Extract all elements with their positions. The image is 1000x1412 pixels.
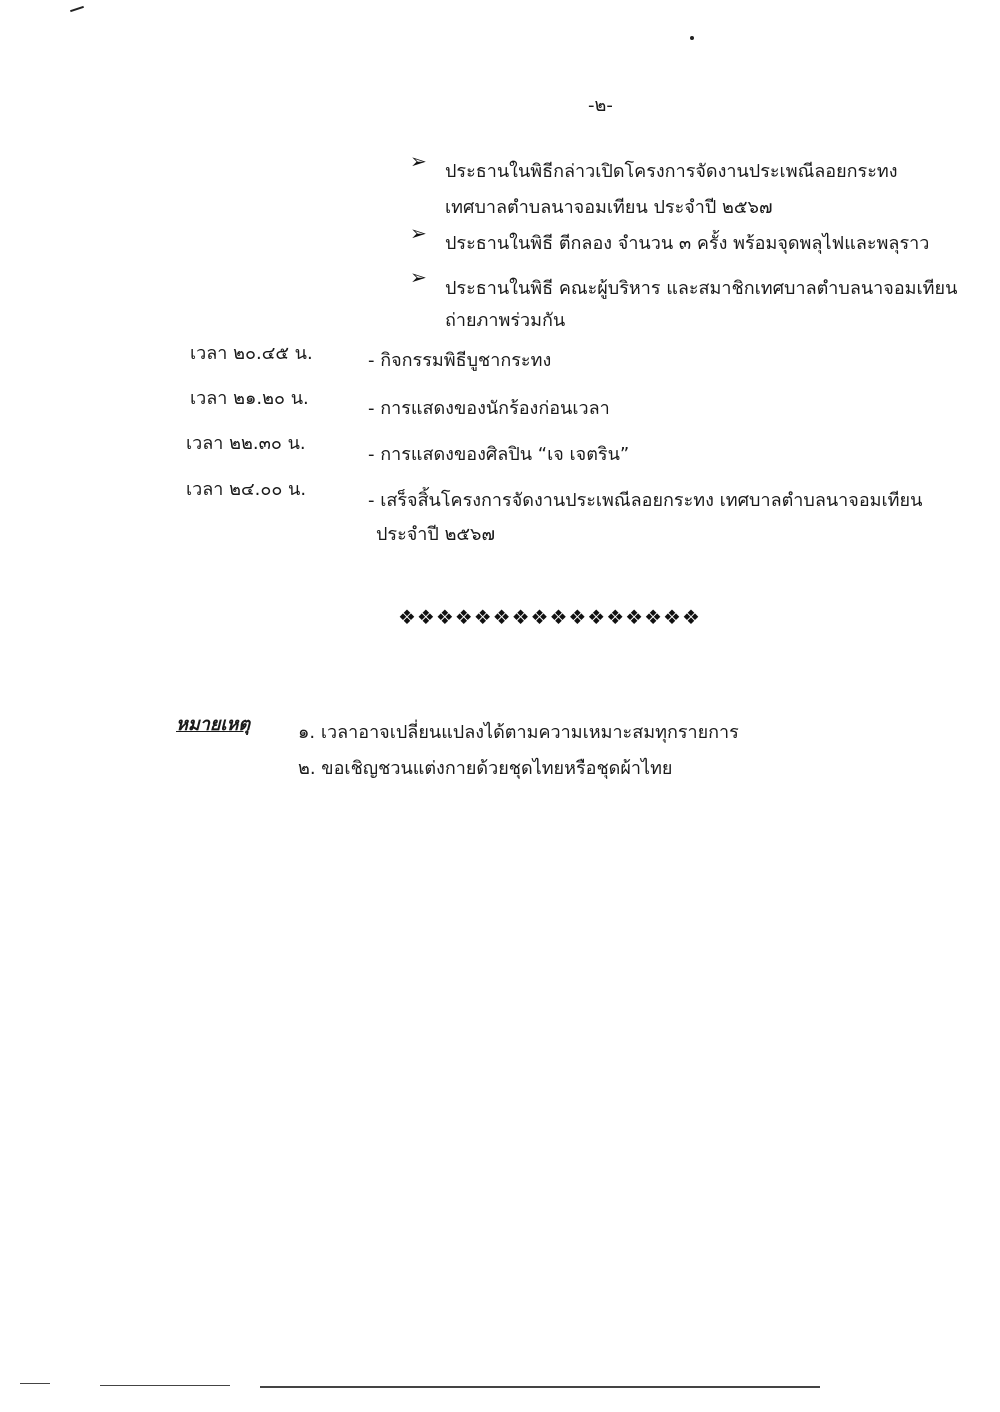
bullet-1-line-2: เทศบาลตำบลนาจอมเทียน ประจำปี ๒๕๖๗	[445, 197, 773, 218]
bullet-1-line-1: ประธานในพิธีกล่าวเปิดโครงการจัดงานประเพณีลอยกระทง	[445, 161, 898, 182]
arrow-bullet-icon: ➢	[410, 221, 427, 245]
notes-label: หมายเหตุ	[176, 714, 251, 735]
note-item: ๒. ขอเชิญชวนแต่งกายด้วยชุดไทยหรือชุดผ้าไทย	[298, 758, 673, 779]
schedule-activity: - การแสดงของนักร้องก่อนเวลา	[368, 398, 610, 419]
bullet-3-line-1: ประธานในพิธี คณะผู้บริหาร และสมาชิกเทศบาลตำบลนาจอมเทียน	[445, 278, 958, 299]
schedule-time: เวลา ๒๒.๓๐ น.	[186, 433, 306, 454]
note-item: ๑. เวลาอาจเปลี่ยนแปลงได้ตามความเหมาะสมทุกรายการ	[298, 722, 739, 743]
scan-artifact-line	[260, 1386, 820, 1388]
schedule-time: เวลา ๒๐.๔๕ น.	[190, 343, 313, 364]
scan-artifact-line	[100, 1385, 230, 1386]
bullet-3-line-2: ถ่ายภาพร่วมกัน	[445, 310, 566, 331]
bullet-2-line-1: ประธานในพิธี ตีกลอง จำนวน ๓ ครั้ง พร้อมจุดพลุไฟและพลุราว	[445, 233, 930, 254]
arrow-bullet-icon: ➢	[410, 149, 427, 173]
diamond-divider: ❖❖❖❖❖❖❖❖❖❖❖❖❖❖❖❖	[398, 605, 701, 629]
arrow-bullet-icon: ➢	[410, 265, 427, 289]
schedule-time: เวลา ๒๑.๒๐ น.	[190, 388, 309, 409]
schedule-activity: - กิจกรรมพิธีบูชากระทง	[368, 350, 552, 371]
schedule-activity: - การแสดงของศิลปิน “เจ เจตริน”	[368, 444, 630, 465]
page-number: -๒-	[588, 95, 613, 116]
schedule-activity: - เสร็จสิ้นโครงการจัดงานประเพณีลอยกระทง เทศบาลตำบลนาจอมเทียน	[368, 490, 923, 511]
scan-speck	[70, 6, 84, 12]
scan-artifact-line	[20, 1383, 50, 1384]
schedule-time: เวลา ๒๔.๐๐ น.	[186, 479, 307, 500]
schedule-activity-continuation: ประจำปี ๒๕๖๗	[376, 524, 496, 545]
scan-speck	[690, 36, 694, 40]
